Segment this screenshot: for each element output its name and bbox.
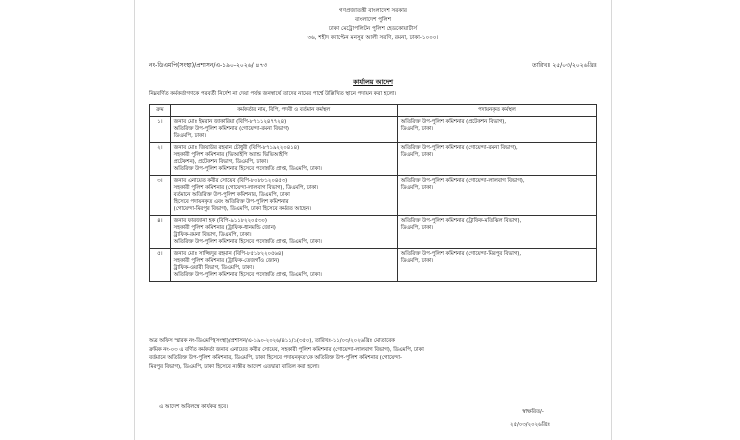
officer-line: অতিরিক্ত উপ-পুলিশ কমিশনার হিসেবে পদোন্নতি প্রাপ্ত, ডিএমপি, ঢাকা। — [173, 166, 322, 172]
intro-text: নিম্নবর্ণিত কর্মকর্তাগণকে পরবর্তী নির্দেশ না দেয়া পর্যন্ত জনস্বার্থে তাদের নামের পার্শ্বে উল্লিখিত স্থানে পদায়ন করা হলো। — [149, 91, 397, 97]
header-officer: কর্মকর্তার নাম, বিপি, পদবী ও বর্তমান কর্মস্থল — [170, 105, 397, 117]
officer-line: প্রটেকশন), প্রটেকশন বিভাগ, ডিএমপি, ঢাকা। — [173, 159, 269, 165]
posting-cell — [397, 249, 596, 282]
table-row — [150, 249, 597, 282]
table-row — [150, 117, 597, 143]
officer-line: সহকারী পুলিশ কমিশনার (গোয়েন্দা-লালবাগ বিভাগ), ডিএমপি, ঢাকা। — [173, 185, 319, 191]
officer-line: সহকারী পুলিশ কমিশনার (ভিআইপি অ্যান্ড ভিভিআইপি — [173, 152, 288, 158]
row-serial: ৫। — [150, 249, 171, 282]
officer-line: বর্তমানে অতিরিক্ত উপ-পুলিশ কমিশনার, ডিএমপি, ঢাকা — [173, 192, 290, 198]
signature-date: ২৫/০৩/২০২৬খ্রিঃ — [509, 422, 551, 428]
posting-cell — [397, 117, 596, 143]
paragraph-line: বর্তমানে অতিরিক্ত উপ-পুলিশ কমিশনার, ডিএমপি, ঢাকা হিসেবে পদায়নকৃত'কে অতিরিক্ত উপ-পুলিশ কমিশনার (গোয়েন্দা- — [149, 355, 402, 362]
row-serial: ৪। — [150, 216, 171, 249]
row-serial: ৩। — [150, 176, 171, 216]
row-serial: ২। — [150, 143, 171, 176]
officer-line: জনাব মোঃ জিয়াউর রহমান চৌধুরী (বিপি-৮৭১৯২২০৪১৪) — [173, 145, 300, 151]
header-government: গণপ্রজাতন্ত্রী বাংলাদেশ সরকার — [339, 8, 407, 14]
row-serial: ১। — [150, 117, 171, 143]
posting-table — [149, 104, 597, 282]
posting-line: ডিএমপি, ঢাকা। — [400, 225, 434, 231]
table-row — [150, 216, 597, 249]
document-page — [134, 0, 612, 440]
signature-label: স্বাক্ষরিত/- — [522, 409, 544, 415]
posting-line: ডিএমপি, ঢাকা। — [400, 126, 434, 132]
memo-number: নং-ডিএমপি(সংস্থা)/প্রশাসন/এ-১৯০-২০২৬/ ৪৭৩ — [149, 62, 268, 69]
paragraph-line: মিরপুর বিভাগ), ডিএমপি, ঢাকা হিসেবে ন্যস্তীর আদেশ এতদ্বারা বাতিল করা হলো। — [149, 363, 320, 370]
officer-line: অতিরিক্ত উপ-পুলিশ কমিশনার (গোয়েন্দা-রমনা বিভাগ) — [173, 126, 289, 132]
officer-line: সহকারী পুলিশ কমিশনার (ট্রাফিক-ধানমন্ডি জোন) — [173, 225, 276, 231]
table-row — [150, 176, 597, 216]
table-row — [150, 143, 597, 176]
officer-line: জনাব মোঃ সাজ্জিদুর রহমান (বিপি-৮৫১৮২২০৫৬৪) — [173, 251, 284, 257]
header-address: ৩৬, শহীদ ক্যাপ্টেন মনসুর আলী সরণি, রমনা, ঢাকা-১০০০। — [307, 35, 439, 41]
officer-line: (গোয়েন্দা-মিরপুর বিভাগ), ডিএমপি, ঢাকা হিসেবে কর্মরত আছেন। — [173, 206, 312, 212]
posting-line: অতিরিক্ত উপ-পুলিশ কমিশনার (গোয়েন্দা-রমনা বিভাগ), — [400, 145, 518, 151]
officer-cell — [170, 249, 397, 282]
posting-line: ডিএমপি, ঢাকা। — [400, 258, 434, 264]
cancellation-paragraph — [149, 337, 597, 371]
officer-cell — [170, 117, 397, 143]
officer-line: জনাব এনায়েত কবীর সোয়েব (বিপি-৮০৮৮১২০৪৫৩) — [173, 178, 288, 184]
header-police: বাংলাদেশ পুলিশ — [354, 17, 392, 23]
paragraph-line: অত্র অফিস স্মারক নং-ডিএমপি(সংস্থা)/প্রশাসন/এ-১৯০-২০২৬/৪১১/১(৩৫০), তারিখঃ-১১/০৩/২০২৬খ্রিঃ মোতাবেক — [149, 338, 395, 344]
posting-cell — [397, 143, 596, 176]
officer-line: হিসেবে পদায়নকৃত এবং অতিরিক্ত উপ-পুলিশ কমিশনার — [173, 199, 289, 205]
officer-cell — [170, 176, 397, 216]
table-header-row — [150, 105, 597, 117]
posting-line: অতিরিক্ত উপ-পুলিশ কমিশনার (গোয়েন্দা-মিরপুর বিভাগ), — [400, 251, 522, 257]
office-order-title: কার্যালয় আদেশ — [353, 78, 393, 86]
officer-line: অতিরিক্ত উপ-পুলিশ কমিশনার হিসেবে পদোন্নতি প্রাপ্ত, ডিএমপি, ঢাকা। — [173, 272, 322, 278]
posting-line: অতিরিক্ত উপ-পুলিশ কমিশনার (গোয়েন্দা-লালবাগ বিভাগ), — [400, 178, 525, 184]
posting-line: অতিরিক্ত উপ-পুলিশ কমিশনার (প্রটেকশন বিভাগ), — [400, 119, 507, 125]
posting-line: ডিএমপি, ঢাকা। — [400, 185, 434, 191]
officer-cell — [170, 216, 397, 249]
officer-line: জনাব মোঃ ইমরান জাকারিয়া (বিপি-৮৭১১২৪৭৭২৪) — [173, 119, 287, 125]
posting-cell — [397, 216, 596, 249]
header-posting: পদায়নকৃত কর্মস্থল — [397, 105, 596, 117]
closing-text: এ আদেশ অবিলম্বে কার্যকর হবে। — [159, 404, 229, 410]
posting-line: ডিএমপি, ঢাকা। — [400, 152, 434, 158]
officer-line: ডিএমপি, ঢাকা। — [173, 133, 207, 139]
officer-line: জনাব ফারজানা হক (বিপি-৯১১৮২২০৫৩০) — [173, 218, 267, 224]
posting-cell — [397, 176, 596, 216]
memo-date: তারিখঃ ২৫/০৩/২০২৬খ্রিঃ — [532, 62, 597, 69]
paragraph-line: ক্রমিক নং-০৩ এ বর্ণিত কর্মকর্তা জনাব এনায়েত কবীর সোয়েব, সহকারী পুলিশ কমিশনার (গোয়েন্দা-লালবাগ বিভাগ), ডিএমপি, ঢাকা — [149, 346, 424, 353]
header-serial: ক্রম — [150, 105, 171, 117]
officer-line: ট্রাফিক-রমনা বিভাগ, ডিএমপি, ঢাকা। — [173, 232, 252, 238]
officer-line: ট্রাফিক-ওয়ারী বিভাগ, ডিএমপি, ঢাকা। — [173, 265, 254, 271]
officer-cell — [170, 143, 397, 176]
officer-line: অতিরিক্ত উপ-পুলিশ কমিশনার হিসেবে পদোন্নতি প্রাপ্ত, ডিএমপি, ঢাকা। — [173, 239, 322, 245]
posting-line: অতিরিক্ত উপ-পুলিশ কমিশনার (ট্রাফিক-মতিঝিল বিভাগ), — [400, 218, 522, 224]
officer-line: সহকারী পুলিশ কমিশনার (ট্রাফিক-তেজগাঁও জোন) — [173, 258, 280, 264]
header-dmp-hq: ঢাকা মেট্রোপলিটন পুলিশ হেডকোয়ার্টার্স — [328, 26, 418, 32]
